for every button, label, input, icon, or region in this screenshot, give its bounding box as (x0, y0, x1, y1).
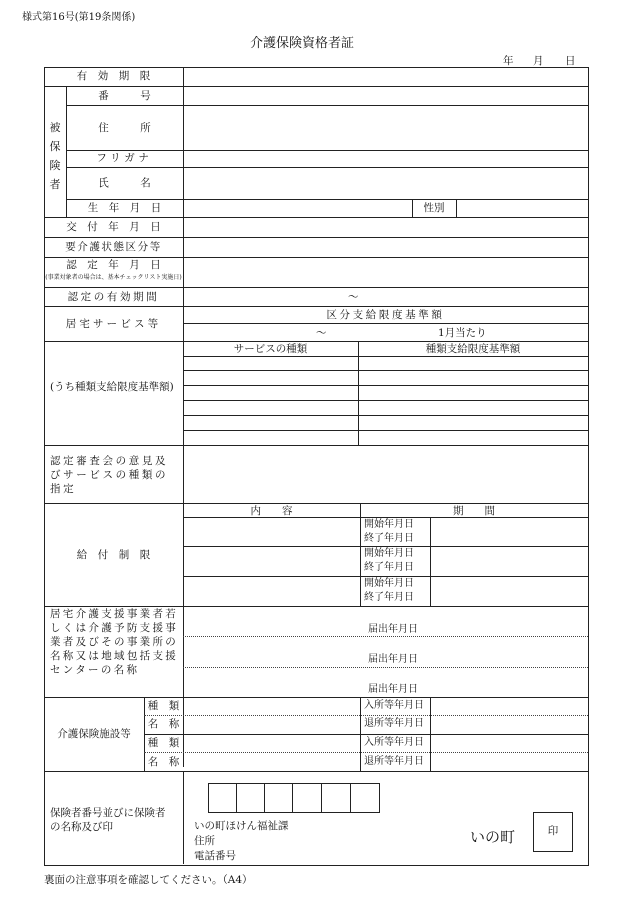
insurer-number-boxes (208, 783, 380, 813)
validity-label: 有 効 期 限 (76, 70, 151, 82)
number-label: 番 号 (98, 90, 151, 102)
notify-date-3: 届出年月日 (368, 684, 418, 695)
insured-label: 被保険者 (49, 121, 61, 191)
furigana-label: フリガナ (96, 152, 153, 164)
admission-date-2: 入所等年月日 (364, 737, 424, 748)
footer-note: 裏面の注意事項を確認してください。（A4） (44, 874, 253, 886)
insurer-dept: いの町ほけん福祉課 (194, 820, 289, 832)
seal-label: 印 (547, 825, 559, 837)
start-date-1: 開始年月日 (364, 519, 414, 530)
facility-kind-1: 種 類 (147, 700, 180, 712)
notify-date-2: 届出年月日 (368, 654, 418, 665)
facility-name-1: 名 称 (147, 718, 180, 730)
insurer-phone: 電話番号 (194, 850, 236, 862)
cert-period-tilde: ～ (348, 291, 359, 303)
date-month: 月 (533, 55, 544, 67)
insurer-address: 住所 (194, 835, 215, 847)
service-kind-header: サービスの種類 (233, 343, 308, 355)
cert-date-note: (事業対象者の場合は、基本チェックリスト実施日) (45, 274, 182, 281)
form-number: 様式第16号(第19条関係) (22, 12, 136, 23)
issue-date-label: 交 付 年 月 日 (66, 221, 161, 233)
facility-kind-2: 種 類 (147, 737, 180, 749)
cert-date-label: 認 定 年 月 日 (66, 259, 161, 271)
care-level-label: 要介護状態区分等 (65, 241, 162, 253)
per-month-label: 1月当たり (438, 327, 487, 339)
insurer-label: 保険者番号並びに保険者の名称及び印 (50, 807, 166, 833)
care-support-label: 居宅介護支援事業者若しくは介護予防支援事業者及びその事業所の名称又は地域包括支援センターの名称 (50, 608, 179, 676)
cert-period-label: 認定の有効期間 (67, 291, 160, 303)
address-label: 住 所 (98, 122, 151, 134)
start-date-3: 開始年月日 (364, 578, 414, 589)
review-opinion-label: 認定審査会の意見及びサービスの種類の指定 (50, 455, 169, 495)
date-day: 日 (565, 55, 576, 67)
end-date-1: 終了年月日 (364, 533, 414, 544)
date-year: 年 (503, 55, 514, 67)
facility-label: 介護保険施設等 (57, 728, 131, 740)
benefit-limit-label: 給 付 制 限 (76, 549, 151, 561)
name-label: 氏 名 (98, 177, 151, 189)
gender-label: 性別 (423, 202, 445, 214)
end-date-3: 終了年月日 (364, 592, 414, 603)
facility-name-2: 名 称 (147, 756, 180, 768)
discharge-date-2: 退所等年月日 (364, 756, 424, 767)
home-service-label: 居宅サービス等 (65, 318, 162, 330)
end-date-2: 終了年月日 (364, 562, 414, 573)
kind-limit-label: (うち種類支給限度基準額) (50, 381, 174, 393)
birthdate-label: 生 年 月 日 (87, 202, 162, 214)
limit-header: 区分支給限度基準額 (326, 309, 445, 321)
period-header: 期 間 (453, 505, 495, 517)
notify-date-1: 届出年月日 (368, 624, 418, 635)
page-title: 介護保険資格者証 (250, 36, 355, 51)
limit-tilde: ～ (316, 327, 327, 339)
content-header: 内 容 (250, 505, 293, 517)
discharge-date-1: 退所等年月日 (364, 718, 424, 729)
start-date-2: 開始年月日 (364, 548, 414, 559)
kind-limit-header: 種類支給限度基準額 (425, 343, 521, 355)
town-name: いの町 (470, 828, 516, 846)
admission-date-1: 入所等年月日 (364, 700, 424, 711)
